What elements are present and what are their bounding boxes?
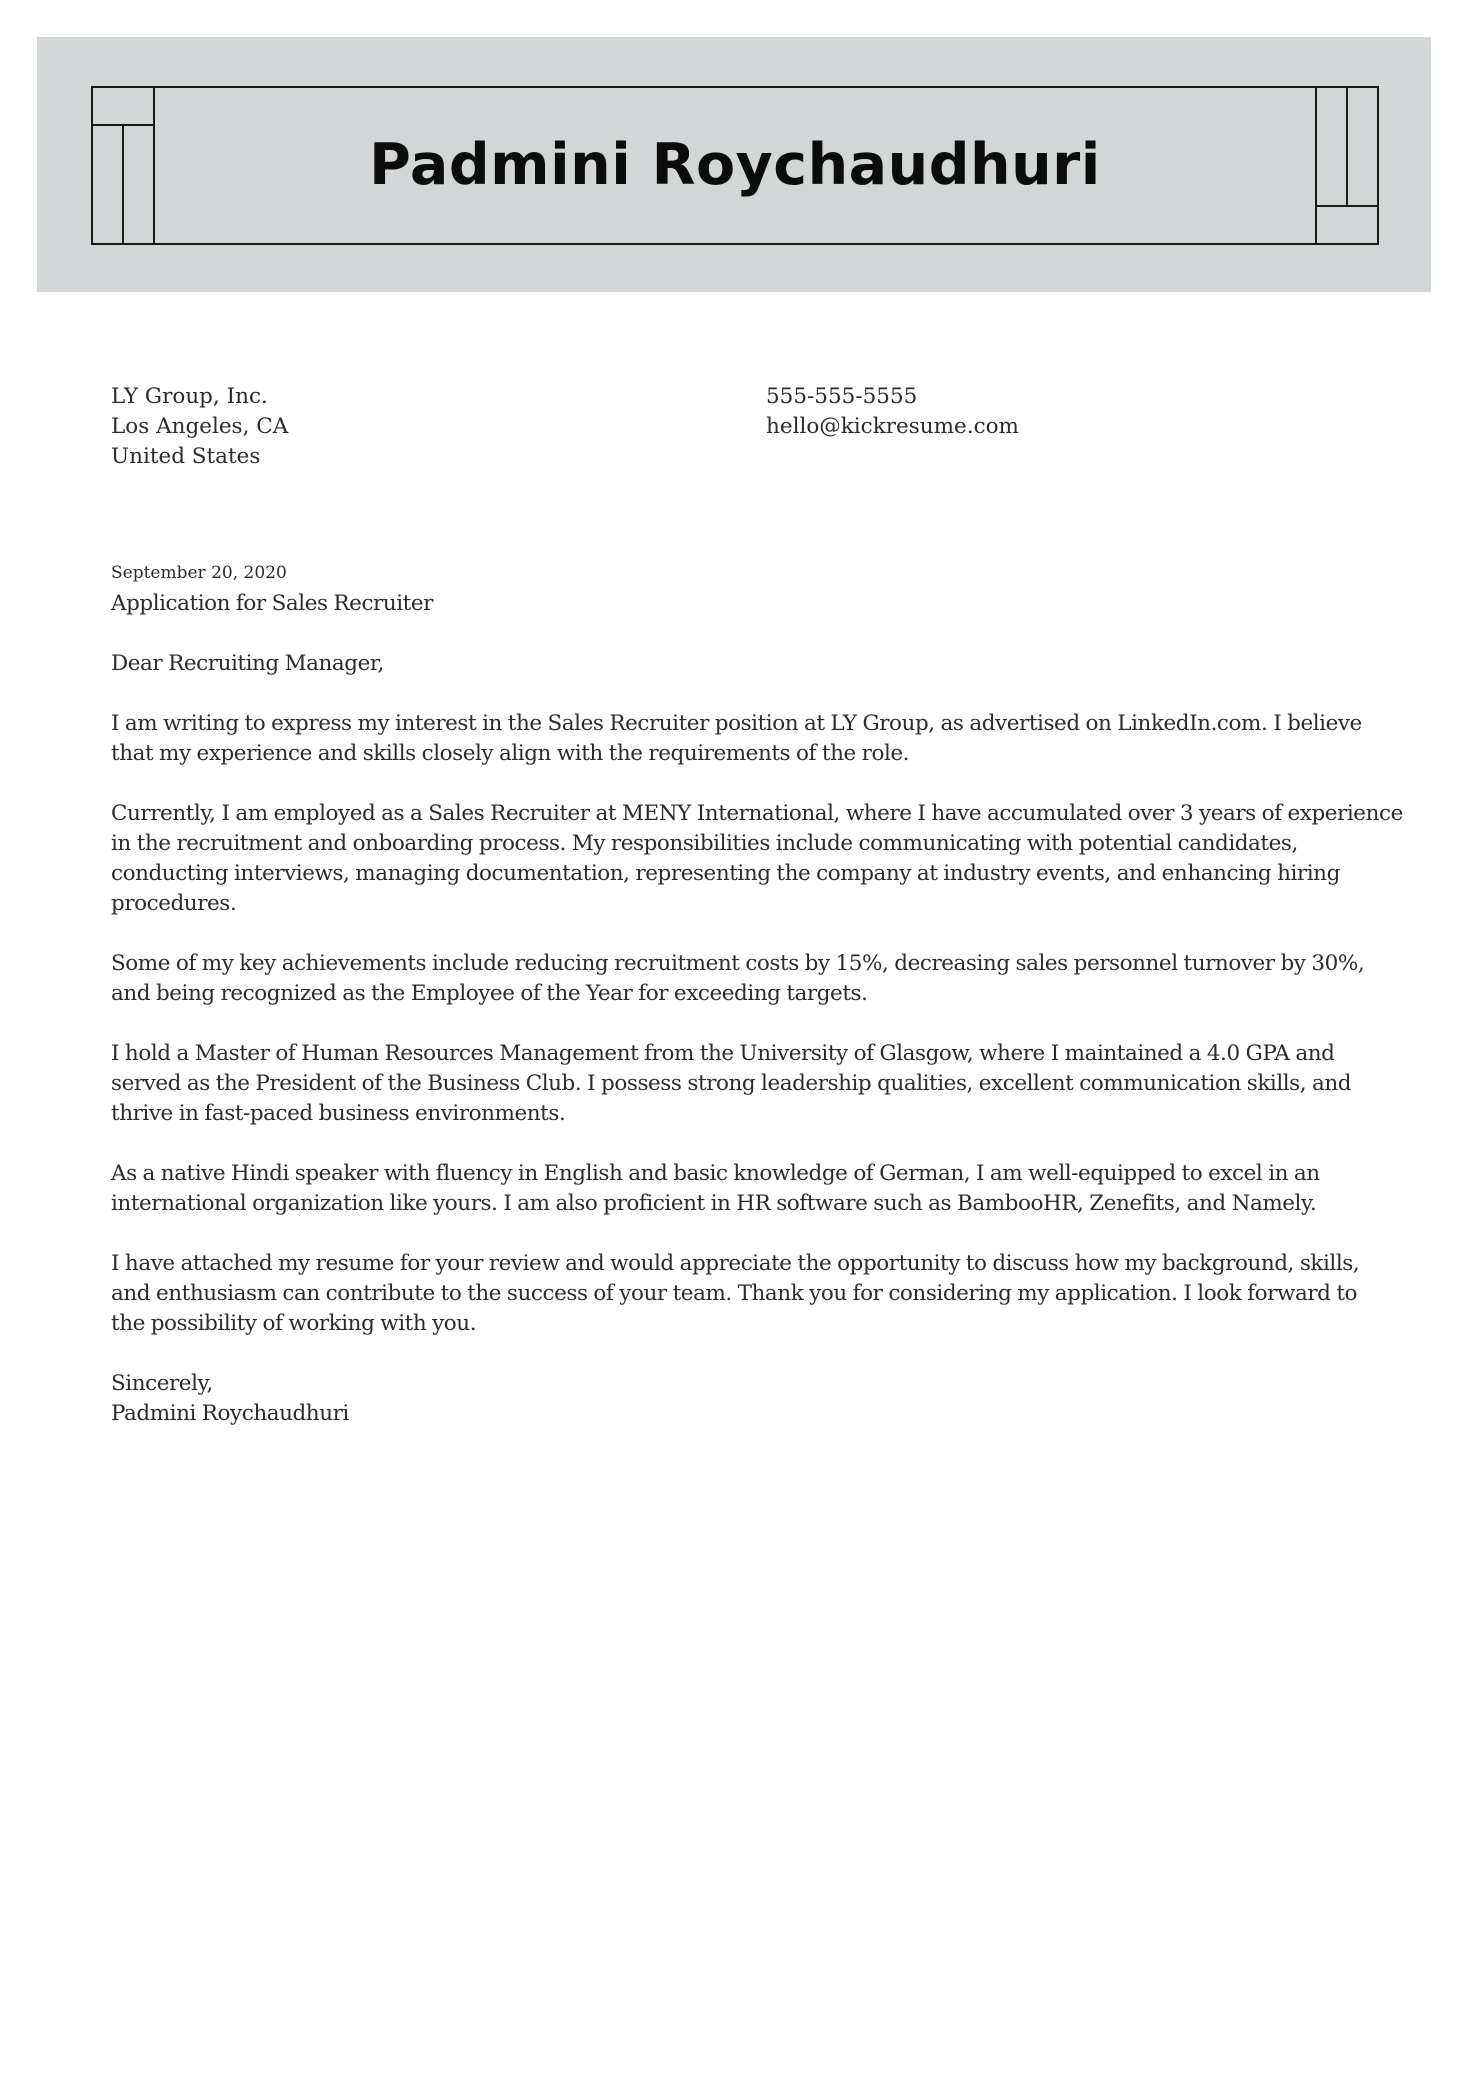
paragraph-line: thrive in fast-paced business environments. [111, 1101, 566, 1126]
paragraph-line: I am writing to express my interest in the Sales Recruiter position at LY Group, as advertised on LinkedIn.com. I believe [111, 711, 1362, 736]
letter-signoff [111, 1369, 1379, 1429]
paragraph-line: Some of my key achievements include reducing recruitment costs by 15%, decreasing sales personnel turnover by 30%, [111, 951, 1365, 976]
body-paragraph [111, 1039, 1379, 1129]
recipient-city: Los Angeles, CA [111, 414, 289, 439]
paragraph-line: conducting interviews, managing documentation, representing the company at industry events, and enhancing hiring [111, 861, 1340, 886]
paragraph-line: and enthusiasm can contribute to the success of your team. Thank you for considering my application. I look forward to [111, 1281, 1358, 1306]
name-frame [91, 86, 1379, 245]
body-paragraph [111, 949, 1379, 1009]
header-band [37, 37, 1431, 292]
paragraph-line: and being recognized as the Employee of the Year for exceeding targets. [111, 981, 868, 1006]
paragraph-line: I have attached my resume for your review and would appreciate the opportunity to discuss how my background, skills, [111, 1251, 1360, 1276]
paragraph-line: served as the President of the Business Club. I possess strong leadership qualities, excellent communication skills, and [111, 1071, 1352, 1096]
paragraph-line: Currently, I am employed as a Sales Recruiter at MENY International, where I have accumulated over 3 years of experience [111, 801, 1403, 826]
applicant-name: Padmini Roychaudhuri [369, 132, 1101, 198]
letter-closing: Sincerely, [111, 1371, 213, 1396]
paragraph-line: I hold a Master of Human Resources Management from the University of Glasgow, where I maintained a 4.0 GPA and [111, 1041, 1335, 1066]
letter-signature: Padmini Roychaudhuri [111, 1401, 349, 1426]
letter-date: September 20, 2020 [111, 563, 287, 583]
paragraph-line: the possibility of working with you. [111, 1311, 477, 1336]
sender-contact [766, 382, 1019, 442]
body-paragraph [111, 799, 1403, 919]
body-paragraph [111, 709, 1379, 769]
paragraph-line: in the recruitment and onboarding process. My responsibilities include communicating with potential candidates, [111, 831, 1298, 856]
phone-number: 555-555-5555 [766, 384, 918, 409]
recipient-address [111, 382, 288, 472]
paragraph-line: international organization like yours. I am also proficient in HR software such as BambooHR, Zenefits, and Namely. [111, 1191, 1317, 1216]
paragraph-line: As a native Hindi speaker with fluency in English and basic knowledge of German, I am well-equipped to excel in an [111, 1161, 1320, 1186]
body-paragraph [111, 1159, 1379, 1219]
paragraph-line: procedures. [111, 891, 237, 916]
body-paragraph [111, 1249, 1379, 1339]
recipient-country: United States [111, 444, 261, 469]
paragraph-line: that my experience and skills closely align with the requirements of the role. [111, 741, 910, 766]
recipient-company: LY Group, Inc. [111, 384, 268, 409]
letter-greeting: Dear Recruiting Manager, [111, 651, 384, 676]
letter-subject: Application for Sales Recruiter [111, 591, 433, 616]
email-address: hello@kickresume.com [766, 414, 1019, 439]
letter-body [111, 589, 1403, 1459]
